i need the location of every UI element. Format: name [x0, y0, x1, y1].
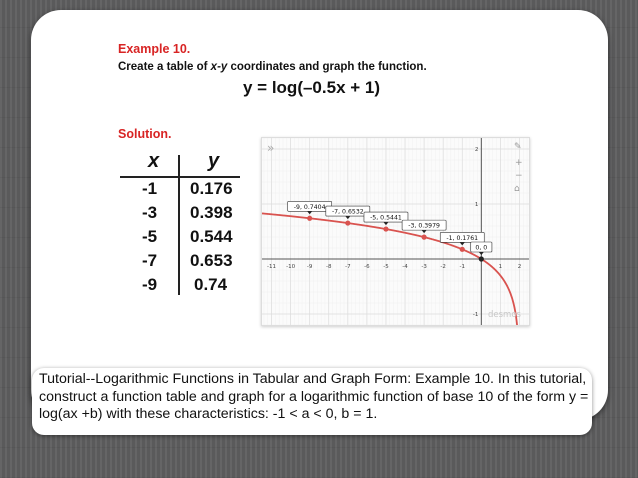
minus-icon[interactable]: −: [515, 171, 523, 181]
data-point: [460, 247, 465, 252]
graph-panel[interactable]: [261, 137, 530, 326]
double-chevron-right-icon[interactable]: »: [267, 141, 275, 155]
x-tick-label: -4: [402, 264, 408, 270]
point-label-pointer: [422, 230, 427, 233]
example-instruction: [118, 61, 427, 73]
instruction-vars: x-y: [210, 61, 228, 73]
desmos-watermark: desmos: [488, 310, 521, 320]
x-tick-label: -1: [459, 264, 465, 270]
function-equation: y = log(–0.5x + 1): [243, 78, 381, 97]
table-cell-x: -7: [142, 251, 158, 270]
table-cell-x: -9: [142, 275, 158, 294]
instruction-pre: Create a table of: [118, 61, 211, 73]
table-header-divider: [120, 176, 240, 178]
data-point: [479, 256, 484, 261]
point-label-pointer: [307, 211, 312, 214]
example-title: Example 10.: [118, 42, 191, 56]
table-cell-y: 0.176: [190, 179, 233, 198]
xy-table: [118, 150, 258, 300]
table-cell-x: -1: [142, 179, 158, 198]
x-tick-label: -9: [306, 264, 313, 270]
home-icon[interactable]: ⌂: [514, 184, 520, 194]
x-tick-label: -10: [286, 264, 296, 270]
y-column-header: y: [208, 150, 220, 172]
point-label: -9, 0.7404: [293, 203, 326, 211]
point-label: -7, 0.6532: [331, 208, 364, 216]
plus-icon[interactable]: +: [515, 158, 523, 168]
data-point: [307, 216, 312, 221]
table-cell-x: -5: [142, 227, 158, 246]
point-label-pointer: [383, 222, 388, 225]
table-cell-y: 0.74: [194, 275, 228, 294]
data-point: [345, 220, 350, 225]
caption-text: Tutorial--Logarithmic Functions in Tabular and Graph Form: Example 10. In this tutorial, construct a function table and graph for a logarithmic function of base 10 of the form y = log(ax +b) with these characteristics: -1 < a < 0, b = 1.: [39, 371, 589, 422]
table-cell-y: 0.398: [190, 203, 233, 222]
point-label-pointer: [345, 216, 350, 219]
x-tick-label: 2: [517, 264, 522, 270]
x-tick-label: -2: [440, 264, 446, 270]
x-tick-label: -8: [326, 264, 332, 270]
table-column-divider: [178, 155, 180, 295]
table-cell-x: -3: [142, 203, 158, 222]
point-label: -5, 0.5441: [370, 214, 402, 222]
caption-box: [32, 368, 592, 435]
point-label: 0, 0: [475, 244, 488, 252]
x-tick-label: -3: [421, 264, 427, 270]
point-label: -1, 0.1761: [446, 234, 479, 242]
x-tick-label: -11: [267, 264, 277, 270]
x-tick-label: -7: [345, 264, 351, 270]
function-graph[interactable]: [262, 138, 529, 325]
instruction-post: coordinates and graph the function.: [227, 61, 427, 73]
point-label-pointer: [460, 242, 465, 245]
y-tick-label: 2: [474, 147, 479, 153]
x-tick-label: -6: [364, 264, 370, 270]
data-point: [383, 226, 388, 231]
x-tick-label: -5: [383, 264, 389, 270]
table-cell-y: 0.653: [190, 251, 233, 270]
x-tick-label: 1: [498, 264, 503, 270]
wrench-icon[interactable]: ✎: [514, 142, 522, 152]
data-point: [422, 235, 427, 240]
solution-title: Solution.: [118, 127, 172, 141]
point-label-pointer: [479, 252, 484, 255]
y-tick-label: 1: [474, 202, 479, 208]
y-tick-label: -1: [472, 312, 479, 318]
x-column-header: x: [148, 150, 160, 172]
table-cell-y: 0.544: [190, 227, 233, 246]
point-label: -3, 0.3979: [408, 222, 440, 230]
